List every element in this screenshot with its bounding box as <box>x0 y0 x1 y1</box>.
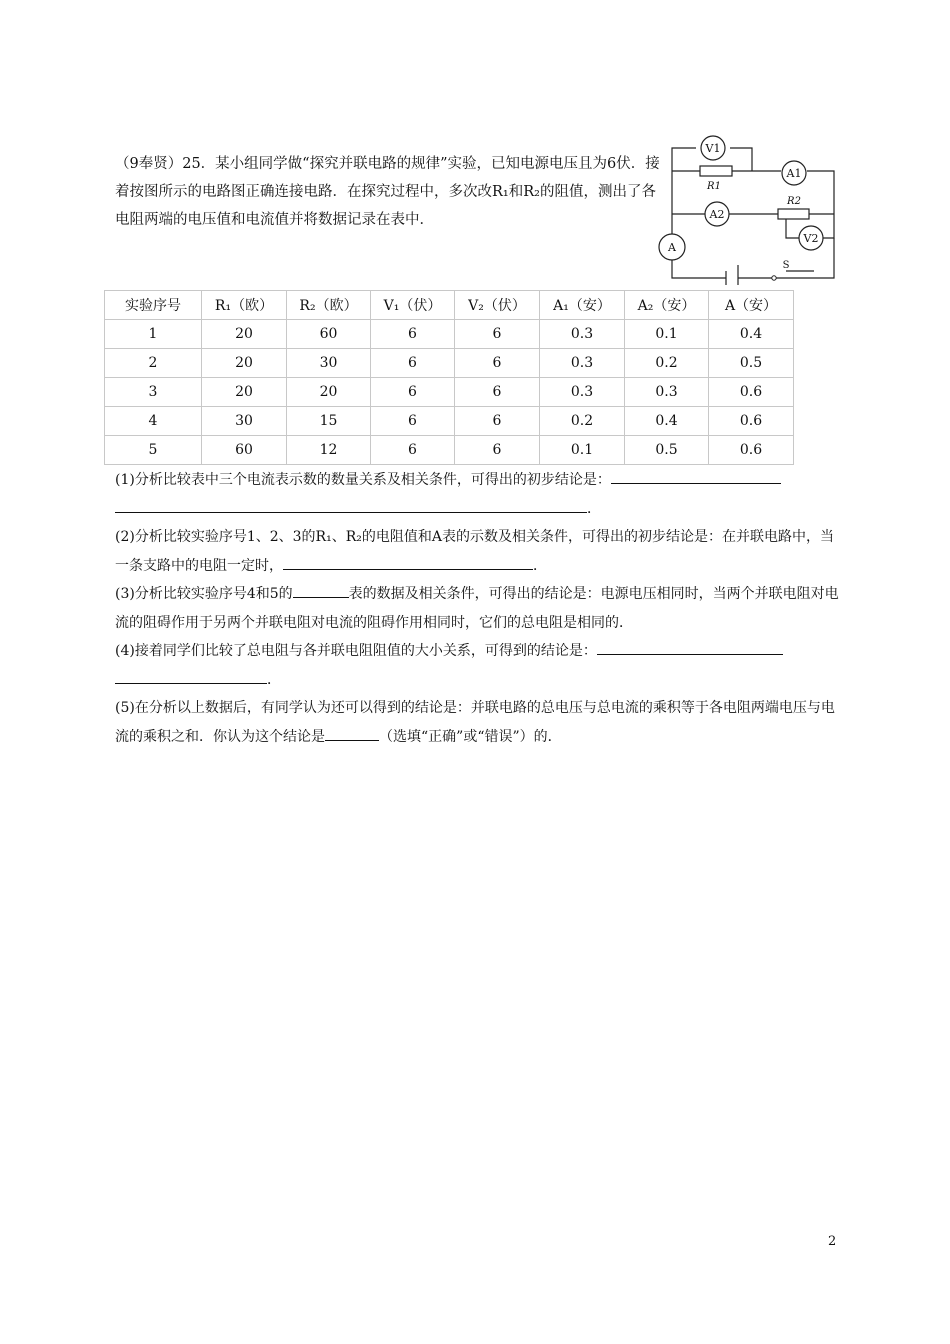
label-r2: R2 <box>787 196 801 207</box>
table-cell: 6 <box>371 407 455 436</box>
header-cell: A₂（安） <box>625 291 709 320</box>
table-cell: 6 <box>455 378 540 407</box>
question-5 <box>115 694 839 751</box>
data-table <box>104 290 794 465</box>
table-cell: 2 <box>105 349 202 378</box>
answer-blank-5[interactable] <box>325 724 379 741</box>
table-cell: 6 <box>371 436 455 465</box>
table-cell: 0.3 <box>540 349 625 378</box>
question-5-text-a: (5)在分析以上数据后，有同学认为还可以得到的结论是：并联电路的总电压与总电流的乘积等于各电阻两端电压与电流的乘积之和．你认为这个结论是 <box>115 700 835 745</box>
table-cell: 1 <box>105 320 202 349</box>
table-header-row <box>105 291 794 320</box>
answer-blank-4b[interactable] <box>115 667 267 684</box>
table-row <box>105 407 794 436</box>
table-cell: 20 <box>202 320 287 349</box>
table-cell: 0.2 <box>540 407 625 436</box>
table-row <box>105 436 794 465</box>
circuit-diagram <box>656 130 841 285</box>
table-cell: 0.6 <box>709 378 794 407</box>
table-cell: 0.3 <box>540 320 625 349</box>
table-cell: 6 <box>371 349 455 378</box>
label-a: A <box>668 241 676 254</box>
table-cell: 0.6 <box>709 436 794 465</box>
problem-intro: （9奉贤）25．某小组同学做“探究并联电路的规律”实验，已知电源电压且为6伏．接着按图所示的电路图正确连接电路．在探究过程中，多次改R₁和R₂的阻值，测出了各电阻两端的电压值和电流值并将数据记录在表中． <box>115 156 660 228</box>
question-1 <box>115 466 839 523</box>
table-cell: 60 <box>287 320 371 349</box>
table-cell: 20 <box>202 378 287 407</box>
header-cell: A₁（安） <box>540 291 625 320</box>
table-row <box>105 349 794 378</box>
period: ． <box>267 671 281 688</box>
table-cell: 15 <box>287 407 371 436</box>
table-row <box>105 320 794 349</box>
question-2-text: (2)分析比较实验序号1、2、3的R₁、R₂的电阻值和A表的示数及相关条件，可得出的初步结论是：在并联电路中，当一条支路中的电阻一定时， <box>115 529 834 574</box>
table-cell: 30 <box>287 349 371 378</box>
question-4-text: (4)接着同学们比较了总电阻与各并联电阻阻值的大小关系，可得到的结论是： <box>115 643 597 659</box>
resistor-r1-shape <box>700 166 732 176</box>
question-3-text-a: (3)分析比较实验序号4和5的 <box>115 586 293 602</box>
answer-blank-1a[interactable] <box>611 467 781 484</box>
table-cell: 6 <box>455 320 540 349</box>
label-s: S <box>782 260 790 271</box>
table-cell: 6 <box>455 407 540 436</box>
table-cell: 20 <box>287 378 371 407</box>
table-cell: 12 <box>287 436 371 465</box>
table-cell: 0.4 <box>625 407 709 436</box>
header-cell: V₂（伏） <box>455 291 540 320</box>
table-cell: 0.4 <box>709 320 794 349</box>
table-cell: 0.1 <box>540 436 625 465</box>
label-v1: V1 <box>705 142 721 155</box>
table-cell: 6 <box>455 349 540 378</box>
table-cell: 6 <box>371 378 455 407</box>
table-cell: 0.5 <box>625 436 709 465</box>
header-cell: V₁（伏） <box>371 291 455 320</box>
table-cell: 60 <box>202 436 287 465</box>
table-cell: 0.6 <box>709 407 794 436</box>
period: ． <box>533 557 547 574</box>
header-cell: R₁（欧） <box>202 291 287 320</box>
table-cell: 6 <box>455 436 540 465</box>
table-cell: 4 <box>105 407 202 436</box>
table-cell: 0.5 <box>709 349 794 378</box>
table-cell: 5 <box>105 436 202 465</box>
table-cell: 0.3 <box>625 378 709 407</box>
resistor-r2-shape <box>778 209 809 219</box>
question-2 <box>115 523 839 580</box>
table-cell: 0.1 <box>625 320 709 349</box>
table-row <box>105 378 794 407</box>
question-3 <box>115 580 839 637</box>
answer-blank-3[interactable] <box>293 581 349 598</box>
header-cell: A（安） <box>709 291 794 320</box>
question-4 <box>115 637 839 694</box>
answer-blank-4a[interactable] <box>597 638 783 655</box>
header-cell: 实验序号 <box>105 291 202 320</box>
header-cell: R₂（欧） <box>287 291 371 320</box>
question-5-text-b: （选填“正确”或“错误”）的． <box>379 728 562 745</box>
switch-contact <box>772 276 776 280</box>
table-cell: 0.2 <box>625 349 709 378</box>
page-number: 2 <box>828 1234 837 1249</box>
table-cell: 20 <box>202 349 287 378</box>
answer-blank-1b[interactable] <box>115 496 587 513</box>
label-r1: R1 <box>707 181 721 192</box>
label-v2: V2 <box>803 232 819 245</box>
questions <box>115 466 839 751</box>
table-cell: 0.3 <box>540 378 625 407</box>
period: ． <box>587 500 601 517</box>
label-a1: A1 <box>786 167 802 180</box>
question-3-text-b: 表的数据及相关条件，可得出的结论是：电源电压相同时，当两个并联电阻对电流的阻碍作用于另两个并联电阻对电流的阻碍作用相同时，它们的总电阻是相同的． <box>115 586 839 631</box>
table-cell: 3 <box>105 378 202 407</box>
answer-blank-2[interactable] <box>283 553 533 570</box>
question-1-text: (1)分析比较表中三个电流表示数的数量关系及相关条件，可得出的初步结论是： <box>115 472 611 488</box>
table-cell: 6 <box>371 320 455 349</box>
label-a2: A2 <box>709 208 725 221</box>
table-cell: 30 <box>202 407 287 436</box>
